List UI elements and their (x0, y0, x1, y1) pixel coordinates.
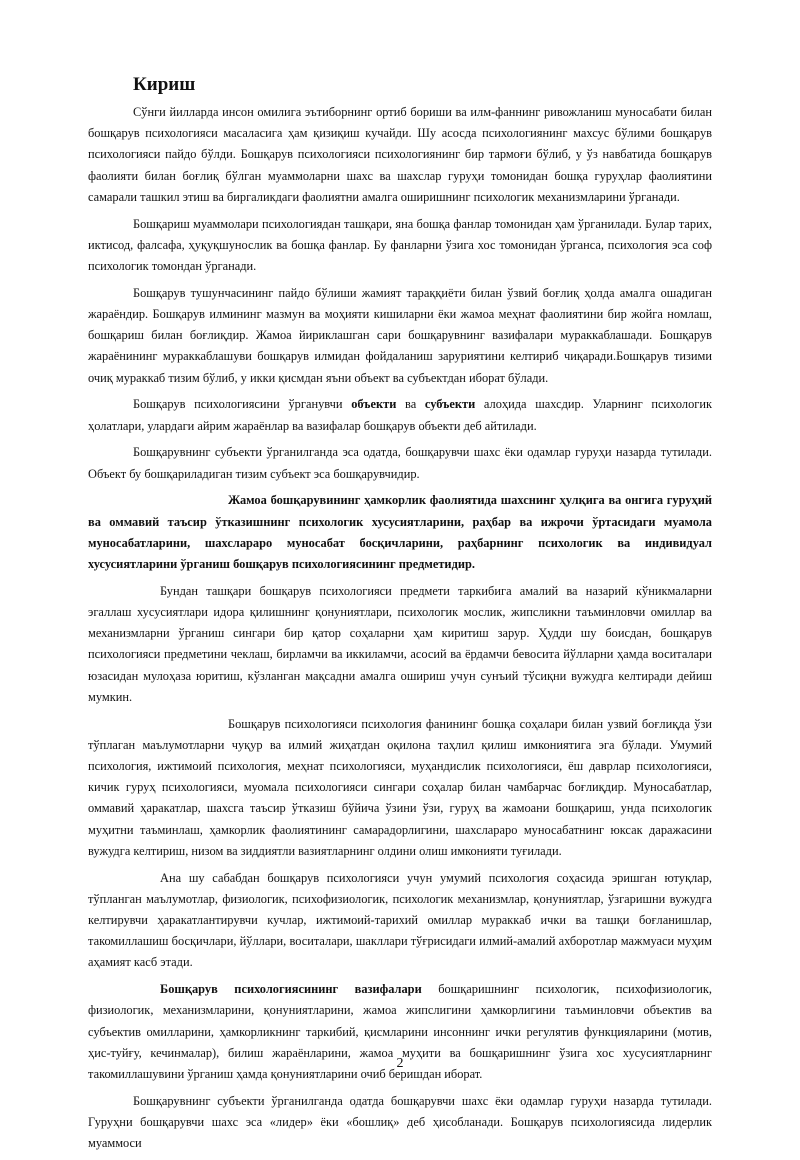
paragraph-p5 (88, 442, 712, 484)
paragraph-p11 (88, 1091, 712, 1155)
paragraph-p4 (88, 394, 712, 436)
paragraph-p8 (88, 714, 712, 862)
paragraph-p7 (88, 581, 712, 708)
text-segment: Ана шу сабабдан бошқарув психологияси учун умумий психология соҳасида эришган ютуқлар, тўпланган маълумотлар, физиологик, психофизиологик, психологик механизмлар, қонуниятлар, ўзгаришни вужудга келтирувчи ҳаракатлантирувчи кучлар, ижтимоий-тарихий омиллар мураккаб ички ва ташқи боғланишлар, такомиллашиш босқичлари, йўллари, воситалари, шакллари тўғрисидаги илмий-амалий ахборотлар мажмуаси муҳим аҳамият касб этади. (88, 870, 712, 970)
text-segment: Бошқариш муаммолари психологиядан ташқари, яна бошқа фанлар томонидан ҳам ўрганилади. Булар тарих, иктисод, фалсафа, ҳуқуқшунослик ва бошқа фанлар. Бу фанларни ўзига хос томонидан ўрганса, психология эса соф психологик томондан ўрганади. (88, 216, 712, 274)
page-number: 2 (396, 1056, 404, 1071)
bold-term: субъекти (424, 397, 476, 412)
text-segment: алоҳида шахсдир. Уларнинг психологик ҳолатлари, улардаги айрим жараёнлар ва вазифалар бошқарув объекти деб айтилади. (88, 397, 713, 433)
text-segment: Жамоа бошқарувининг ҳамкорлик фаолиятида шахснинг ҳулқига ва онгига гуруҳий ва оммавий таъсир ўтказишнинг психологик хусусиятларини, раҳбар ва ижрочи ўртасидаги муамола муносабатларини, шахслараро муносабат босқичларини, раҳбарнинг психологик ва индивидуал хусусиятларини ўрганиш бошқарув психологиясининг предметидир. (88, 493, 712, 572)
text-segment: Бошқарувнинг субъекти ўрганилганда эса одатда, бошқарувчи шахс ёки одамлар гуруҳи назарда тутилади. Объект бу бошқариладиган тизим субъект эса бошқарувчидир. (88, 445, 712, 481)
text-segment: бошқаришнинг психологик, психофизиологик, физиологик, механизмларини, қонуниятларини, жамоа жипслигини ҳамкорлигини таъминловчи объектив ва субъектив омилларини, ҳамкорликнинг таркибий, қисмларини инсоннинг ички регулятив функцияларини (мотив, ҳис-туйғу, кечинмалар), билиш жараёнларини, жамоа муҳити ва бошқаришнинг ўзига хос хусусиятларнинг такомиллашувини ўрганиш ҳамда қонуниятларини очиб беришдан иборат. (88, 982, 712, 1082)
bold-term: объекти (351, 397, 397, 412)
page-heading: Кириш (133, 74, 196, 95)
text-segment: Бошқарувнинг субъекти ўрганилганда одатда бошқарувчи шахс ёки одамлар гуруҳи назарда тутилади. Гуруҳни бошқарувчи шахс эса «лидер» ёки «бошлиқ» деб ҳисобланади. Бошқарув психологиясида лидерлик муаммоси (88, 1093, 712, 1151)
paragraph-p6 (88, 490, 712, 575)
paragraph-p1 (88, 102, 712, 208)
paragraph-p2 (88, 214, 712, 278)
text-segment: Бошқарув тушунчасининг пайдо бўлиши жамият тараққиёти билан ўзвий боғлиқ ҳолда амалга ошадиган жараёндир. Бошқарув илмининг мазмун ва моҳияти кишиларни ёки жамоа меҳнат фаолиятини бир жойга номлаш, бошқариш билан боғлиқдир. Жамоа йириклашган сари бошқарувнинг вазифалари мураккаблашади. Бошқарув жараёнининг мураккаблашуви бошқарув илмидан фойдаланиш заруриятини келтириб чиқаради.Бошқарув тизими очиқ мураккаб тизим бўлиб, у икки қисмдан яъни объект ва субъектдан иборат бўлади. (88, 285, 712, 385)
text-segment: Бошқарув психологиясини ўрганувчи (133, 397, 352, 412)
bold-term: Бошқарув психологиясининг вазифалари (160, 982, 422, 997)
paragraph-p3 (88, 283, 712, 389)
text-segment: Бошқарув психологияси психология фанининг бошқа соҳалари билан узвий боғлиқда ўзи тўплаган маълумотларни чуқур ва илмий жиҳатдан оқилона таҳлил қилиш имкониятига эга бўлади. Умумий психология, ижтимоий психология, меҳнат психологияси, муҳандислик психологияси, ёш даврлар психологияси, кичик гуруҳ психологияси, муомала психологияси сингари соҳалар билан чамбарчас боғлиқдир. Муносабатлар, оммавий ҳаракатлар, шахсга таъсир ўтказиш бўйича ўзини ўзи, гуруҳ ва жамоани бошқариш, унда психологик муҳитни таъминлаш, ҳамкорлик фаолиятининг самарадорлигини, шахслараро муносабатнинг юксак даражасини вужудга келтириш, низом ва зиддиятли вазиятларнинг олдини олиш имконияти туғилади. (88, 716, 712, 858)
text-segment: Бундан ташқари бошқарув психологияси предмети таркибига амалий ва назарий кўникмаларни эгаллаш хусусиятлари идора қилишнинг қонуниятлари, психологик мослик, жипсликни таъминловчи омиллар ва механизмларни ўрганиш сингари бир қатор соҳаларни ҳам киритиш зарур. Ҳудди шу боисдан, бошқарув психологияси предметини чеклаш, бирламчи ва иккиламчи, асосий ва ёрдамчи бевосита йўлларни ҳамда воситалари юзасидан мулоҳаза юритиш, кўзланган мақсадни амалга ошириш учун сунъий тўсиқни вужудга келтиради дейиш мумкин. (88, 583, 712, 704)
body-text (88, 102, 712, 1160)
text-segment: Сўнги йилларда инсон омилига эътиборнинг ортиб бориши ва илм-фаннинг ривожланиш муносабати билан бошқарув психологияси масаласига ҳам қизиқиш кучайди. Шу асосда психологиянинг махсус бўлими бошқарув психологияси пайдо бўлди. Бошқарув психологияси психологиянинг бир тармоғи бўлиб, у ўз навбатида бошқарув фаолияти билан боғлиқ бўлган муаммоларни шахс ва шахслар гуруҳи томонидан бошқа гуруҳлар фаолиятини самарали ташкил этиш ва биргаликдаги фаолиятни амалга оширишнинг психологик механизмларини ўрганади. (88, 105, 712, 204)
paragraph-p9 (88, 868, 712, 974)
text-segment: ва (396, 397, 425, 412)
